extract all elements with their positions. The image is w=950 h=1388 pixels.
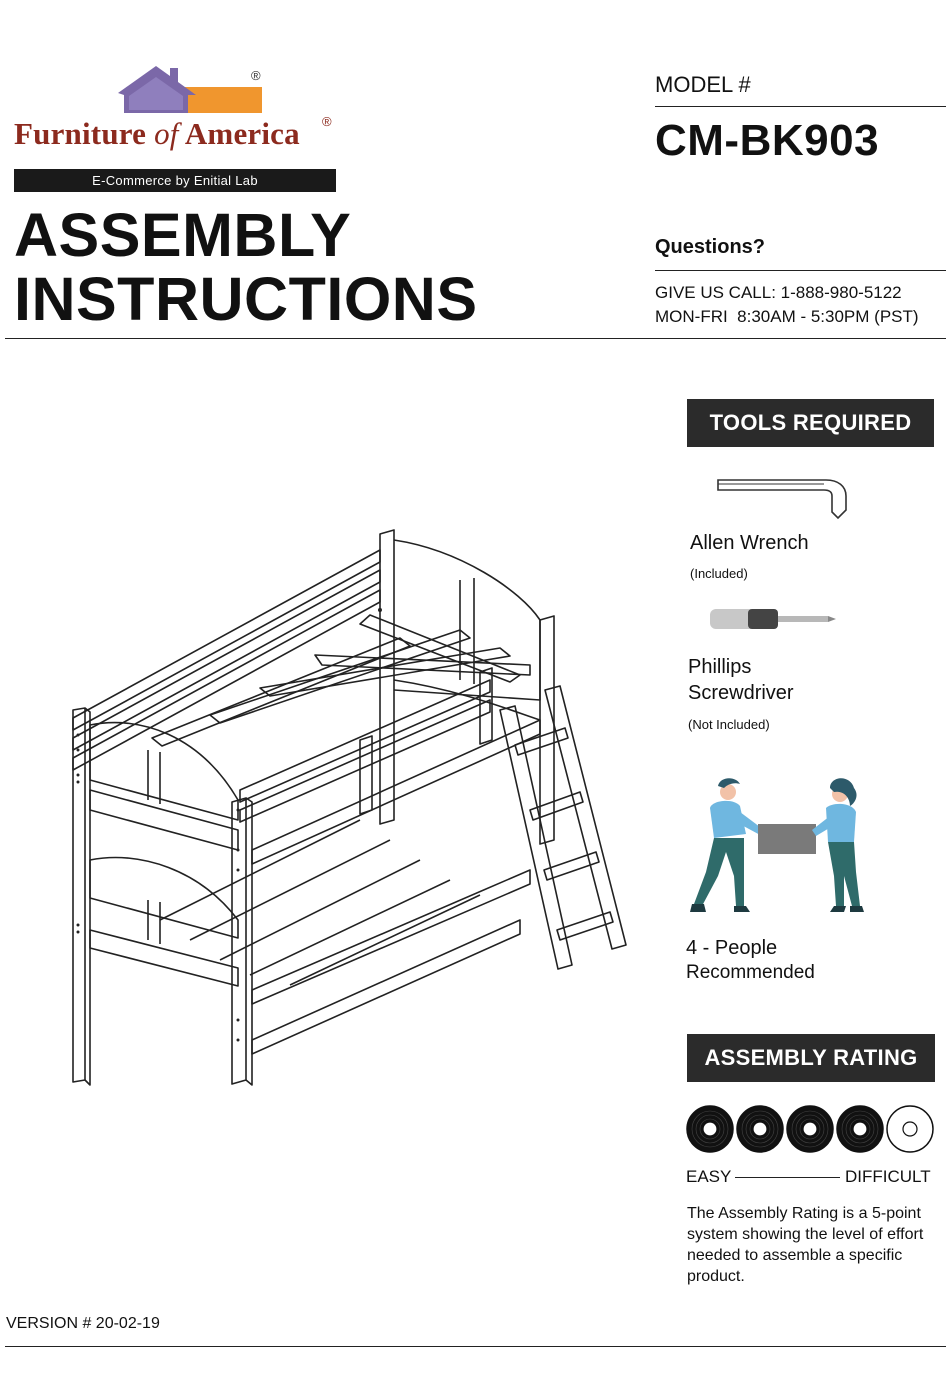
screwdriver-label-line1: Phillips [688, 656, 752, 678]
easy-label: EASY [686, 1167, 732, 1186]
rating-dot-filled [787, 1106, 833, 1152]
questions-divider [655, 270, 946, 271]
version-label: VERSION # 20-02-19 [6, 1315, 160, 1332]
model-number: CM-BK903 [655, 116, 880, 165]
two-people-carrying-box-icon [684, 772, 880, 922]
screwdriver-note: (Not Included) [688, 717, 770, 732]
rating-dot-filled [687, 1106, 733, 1152]
hours-line: MON-FRI 8:30AM - 5:30PM (PST) [655, 307, 919, 326]
brand-registered-mark: ® [322, 114, 332, 129]
footer-divider [5, 1346, 946, 1347]
rating-dot-filled [837, 1106, 883, 1152]
people-label-line1: 4 - People [686, 937, 778, 959]
brand-name: Furniture of America [14, 116, 300, 151]
page-title-line1: ASSEMBLY [14, 201, 352, 269]
screwdriver-label-line2: Screwdriver [688, 682, 794, 704]
questions-heading: Questions? [655, 236, 766, 258]
difficult-label: DIFFICULT [845, 1167, 931, 1186]
rating-description: The Assembly Rating is a 5-point system showing the level of effort needed to assemble a specific product. [687, 1205, 924, 1285]
registered-mark: ® [251, 68, 261, 83]
bunk-bed-illustration [60, 520, 640, 1090]
assembly-rating-heading: ASSEMBLY RATING [687, 1034, 935, 1082]
allen-wrench-note: (Included) [690, 566, 748, 581]
easy-difficult-line [735, 1177, 840, 1178]
allen-wrench-label: Allen Wrench [690, 532, 809, 554]
rating-dot-empty [887, 1106, 933, 1152]
phone-line: GIVE US CALL: 1-888-980-5122 [655, 283, 902, 302]
logo-house-icon [112, 60, 272, 122]
logo-tagline: E-Commerce by Enitial Lab [14, 169, 336, 192]
allen-wrench-icon [714, 474, 850, 522]
screwdriver-icon [708, 606, 838, 632]
people-label-line2: Recommended [686, 962, 815, 983]
model-label: MODEL # [655, 72, 751, 97]
rating-dot-filled [737, 1106, 783, 1152]
rating-dots [686, 1104, 936, 1154]
tools-required-heading: TOOLS REQUIRED [687, 399, 934, 447]
page-title-line2: INSTRUCTIONS [14, 265, 478, 333]
header-divider [5, 338, 946, 339]
model-divider [655, 106, 946, 107]
